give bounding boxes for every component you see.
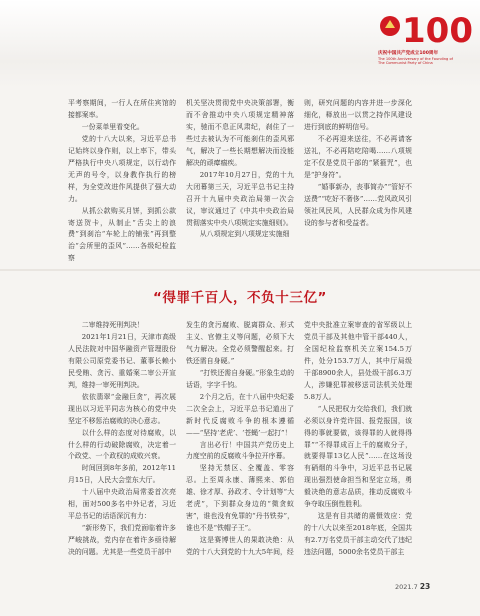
paragraph: 平考察期间，一行人在所住宾馆的接都案率。 bbox=[68, 99, 176, 119]
paragraph: 机关坚决贯彻党中央决策部署，衡而不舍推动中央八项规定精神落实，驰而不息正风肃纪，刹住了一些过去被认为不可能刹住的歪风邪气，解决了一些长期想解决而没能解决的顽瘴痼疾。 bbox=[186, 99, 294, 167]
paragraph: 一份菜单里看变化。 bbox=[81, 122, 144, 131]
paragraph: 从抓公款购买月饼，到抓公款寄送贺卡，从制止“舌尖上的浪费”到刹治“车轮上的铺张”再到整治“会所里的歪风”……各级纪检监察 bbox=[68, 206, 176, 263]
issue-label: 2021.7 bbox=[395, 583, 418, 591]
page-footer bbox=[395, 582, 430, 591]
logo-caption-cn: 庆祝中国共产党成立100周年 bbox=[378, 51, 439, 56]
paragraph: 依依翡翠“金融巨贪”，再次展现出以习近平同志为核心的党中央坚定不移惩治腐败的决心意志。 bbox=[68, 392, 176, 425]
bottom-column-2 bbox=[186, 320, 294, 559]
logo-number: 100 bbox=[402, 11, 473, 51]
paragraph: 从八项规定到八项规定实施细 bbox=[199, 230, 290, 239]
centenary-logo bbox=[378, 8, 473, 74]
paragraph: 十八届中央政治局常委首次亮相，面对500多名中外记者，习近平总书记的话语深沉有力： bbox=[68, 488, 176, 521]
section-headline: “得罪千百人，不负十三亿” bbox=[152, 290, 328, 306]
paragraph: 这是赛博世人的果敢决绝：从党的十八大到党的十九大5年间，经 bbox=[186, 536, 294, 557]
top-column-2 bbox=[186, 98, 294, 241]
paragraph: 党的十八大以来，习近平总书记始终以身作则，以上率下，带头严格执行中央八项规定，以行动作无声的号令，以身教作执行的榜样，为全党改进作风提供了强大动力。 bbox=[68, 134, 176, 203]
paragraph: “打铁还需自身硬。”形象生动的话语，字字千钧。 bbox=[186, 368, 294, 389]
paragraph: 二审维持死刑判决！ bbox=[81, 321, 144, 329]
paragraph: “新形势下，我们党面临着许多严峻挑战，党内存在着许多亟待解决的问题。尤其是一些党员干部中 bbox=[68, 524, 176, 557]
paragraph: 言出必行！中国共产党历史上力度空前的反腐败斗争拉开序幕。 bbox=[186, 440, 294, 461]
paragraph: “婚事新办，丧事简办”“管好不送费”“吃好不奢侈”……党风政风引领社风民风，人民群众成为作风建设的参与者和受益者。 bbox=[304, 182, 412, 227]
bottom-column-1 bbox=[68, 320, 176, 559]
paragraph: 不必再迎来送往，不必再请客送礼，不必再陪吃陪喝……八项规定不仅是党员干部的“紧箍咒”，也是“护身符”。 bbox=[304, 134, 412, 179]
paragraph: 时间回到8年多前，2012年11月15日，人民大会堂东大厅。 bbox=[68, 464, 176, 485]
page-number: 23 bbox=[419, 582, 431, 591]
paragraph: 2017年10月27日，党的十九大闭幕第三天，习近平总书记主持召开十九届中央政治局第一次会议，审议通过了《中共中央政治局贯彻落实中央八项规定实施细则》。 bbox=[186, 170, 294, 227]
bottom-column-3 bbox=[304, 320, 412, 559]
paragraph: 以什么样的态度对待腐败，以什么样的行动破除腐败，决定着一个政党、一个政权的成败兴衰。 bbox=[68, 428, 176, 461]
paragraph: 发生的贪污腐败、脱离群众、形式主义、官僚主义等问题，必须下大气力解决。全党必须警醒起来。打铁还需自身硬。” bbox=[186, 321, 294, 365]
top-column-1 bbox=[68, 98, 176, 265]
top-column-3 bbox=[304, 98, 412, 229]
anniversary-emblem-icon bbox=[378, 8, 473, 51]
paragraph: 2个月之后，在十八届中央纪委二次全会上，习近平总书记道出了新时代反腐败斗争的根本遵循——“坚持‘老虎’、‘苍蝇’一起打”！ bbox=[186, 392, 294, 437]
paragraph: 这是有目共睹的震慑效应：党的十八大以来至2018年底，全国共有2.7万名党员干部主动交代了违纪违法问题，5000余名党员干部主 bbox=[304, 512, 412, 557]
paragraph: 2021年1月21日，天津市高级人民法院对中国华融资产管理股份有限公司原党委书记、董事长赖小民受贿、贪污、重婚案二审公开宣判，维持一审死刑判决。 bbox=[68, 332, 176, 389]
paragraph: 党中央批准立案审查的省军级以上党员干部及其他中管干部440人，全国纪检监察机关立案154.5万件，处分153.7万人，其中厅局级干部8900余人，县处级干部6.3万人，涉嫌犯罪被移送司法机关处理5.8万人。 bbox=[304, 321, 412, 401]
logo-caption-en-2: The Communist Party of China bbox=[378, 61, 433, 65]
paragraph: 坚持无禁区、全覆盖、零容忍。上至周永康、薄熙来、郭伯雄、徐才厚、孙政才、令计划等“大老虎”，下到群众身边的“微贪蚁害”，谁也没有免罪的“丹书铁券”，谁也不是“铁帽子王”。 bbox=[186, 464, 294, 533]
paragraph: 则，研究问题的内容并进一步深化细化，释放出一以贯之持作风建设进行到底的鲜明信号。 bbox=[304, 99, 412, 131]
paragraph: “人民把权力交给我们，我们就必须以身许党许国、报党报国，该得的事就要做，该得罪的人就得得罪”“不得罪成百上千的腐败分子，就要得罪13亿人民”……在这场没有硝烟的斗争中，习近平总书记展现出强烈使命担当和坚定立场，勇毅决绝的意志品质，推动反腐败斗争夺取压倒性胜利。 bbox=[304, 404, 412, 509]
logo-caption-en-1: The 100th Anniversary of the Founding of bbox=[378, 57, 453, 61]
